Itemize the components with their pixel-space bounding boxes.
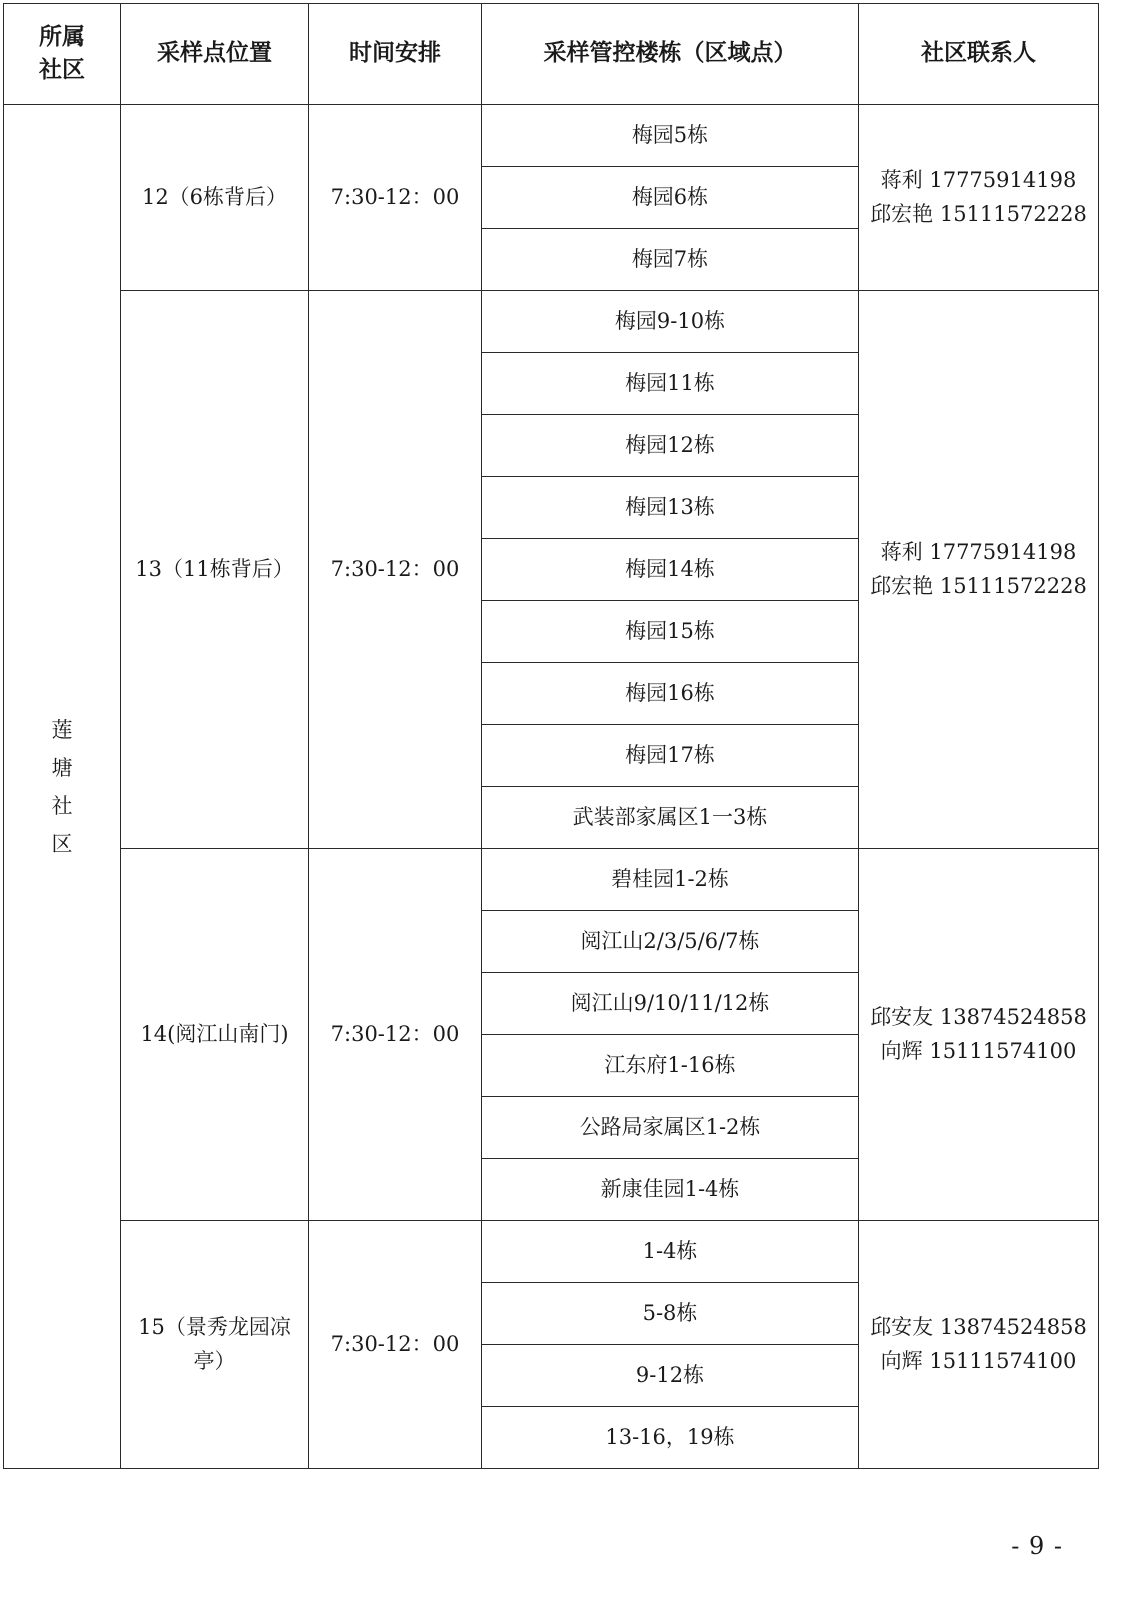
site-cell: 14(阅江山南门) [121,849,309,1221]
table-row [4,849,1099,911]
building-cell: 梅园15栋 [482,601,859,663]
header-row [4,4,1099,105]
building-cell: 梅园5栋 [482,105,859,167]
site-cell: 12（6栋背后） [121,105,309,291]
time-cell: 7:30-12：00 [309,105,482,291]
contact-cell [859,849,1099,1221]
community-char: 区 [51,831,73,856]
header-contact: 社区联系人 [859,4,1099,105]
contact-line: 向辉 15111574100 [880,1348,1077,1373]
building-cell: 公路局家属区1-2栋 [482,1097,859,1159]
building-cell: 梅园17栋 [482,725,859,787]
community-char: 社 [51,793,73,818]
building-cell: 新康佳园1-4栋 [482,1159,859,1221]
page-number: - 9 - [1011,1532,1063,1560]
building-cell: 武装部家属区1一3栋 [482,787,859,849]
building-cell: 梅园6栋 [482,167,859,229]
site-text: 15（景秀龙园凉亭） [138,1314,291,1373]
time-cell: 7:30-12：00 [309,1221,482,1469]
building-cell: 梅园13栋 [482,477,859,539]
building-cell: 1-4栋 [482,1221,859,1283]
building-cell: 梅园7栋 [482,229,859,291]
header-community-line: 社区 [39,57,85,83]
contact-line: 邱安友 13874524858 [870,1314,1087,1339]
header-community [4,4,121,105]
building-cell: 梅园9-10栋 [482,291,859,353]
contact-cell [859,291,1099,849]
contact-line: 向辉 15111574100 [880,1038,1077,1063]
site-cell [121,1221,309,1469]
header-buildings: 采样管控楼栋（区域点） [482,4,859,105]
building-cell: 9-12栋 [482,1345,859,1407]
building-cell: 5-8栋 [482,1283,859,1345]
contact-cell [859,105,1099,291]
contact-line: 蒋利 17775914198 [880,539,1077,564]
contact-line: 蒋利 17775914198 [880,167,1077,192]
building-cell: 梅园16栋 [482,663,859,725]
site-cell: 13（11栋背后） [121,291,309,849]
building-cell: 阅江山9/10/11/12栋 [482,973,859,1035]
building-cell: 梅园11栋 [482,353,859,415]
header-site: 采样点位置 [121,4,309,105]
header-community-line: 所属 [39,23,85,50]
contact-line: 邱安友 13874524858 [870,1004,1087,1029]
building-cell: 阅江山2/3/5/6/7栋 [482,911,859,973]
contact-line: 邱宏艳 15111572228 [870,573,1087,598]
community-char: 塘 [51,755,73,780]
building-cell: 江东府1-16栋 [482,1035,859,1097]
time-cell: 7:30-12：00 [309,291,482,849]
table-row [4,105,1099,167]
header-time: 时间安排 [309,4,482,105]
community-char: 莲 [51,717,73,742]
contact-line: 邱宏艳 15111572228 [870,201,1087,226]
building-cell: 梅园12栋 [482,415,859,477]
table-row [4,291,1099,353]
building-cell: 梅园14栋 [482,539,859,601]
sampling-schedule-table [3,3,1099,1469]
table-row [4,1221,1099,1283]
building-cell: 碧桂园1-2栋 [482,849,859,911]
building-cell: 13-16，19栋 [482,1407,859,1469]
contact-cell [859,1221,1099,1469]
community-cell [4,105,121,1469]
time-cell: 7:30-12：00 [309,849,482,1221]
